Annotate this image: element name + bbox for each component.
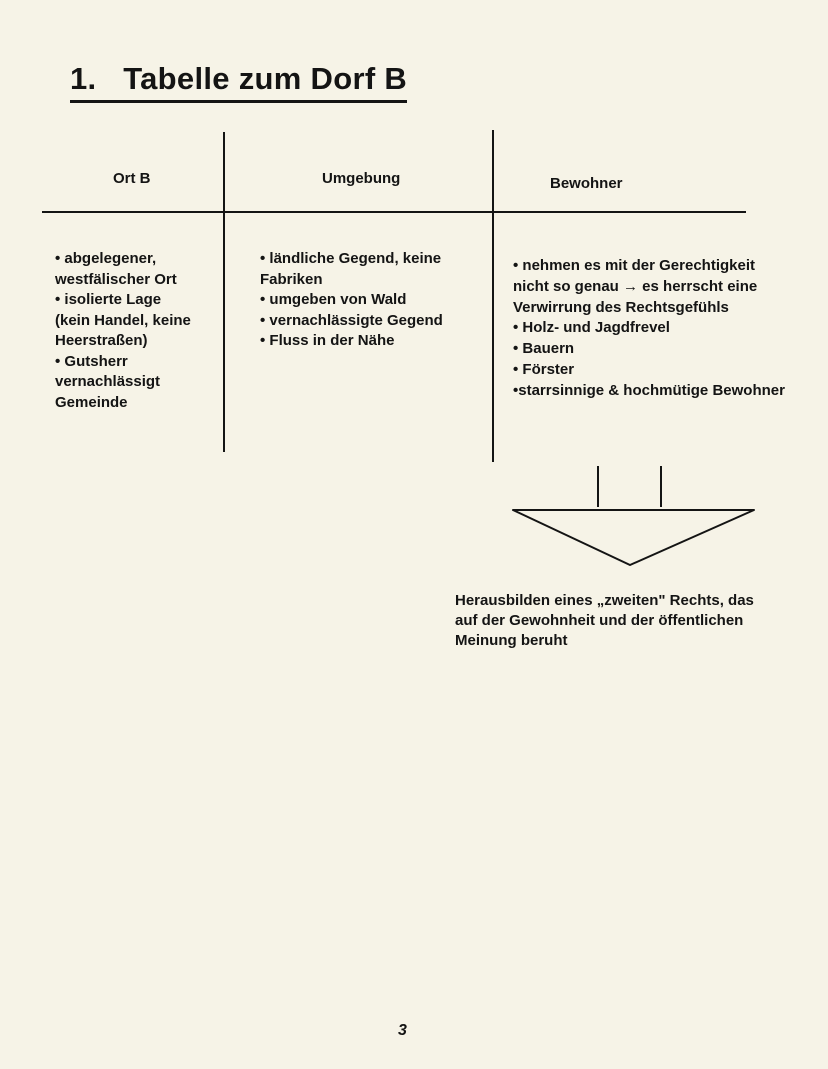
cell-line: • nehmen es mit der Gerechtigkeit <box>513 257 755 274</box>
table-column-divider-1 <box>223 132 225 452</box>
table-horizontal-divider <box>42 211 746 213</box>
column-bewohner <box>513 256 785 402</box>
down-arrow-icon <box>505 460 765 575</box>
cell-line: westfälischer Ort <box>55 270 177 288</box>
cell-line: Verwirrung des Rechtsgefühls <box>513 298 729 316</box>
cell-line: (kein Handel, keine <box>55 311 191 329</box>
cell-line: • Fluss in der Nähe <box>260 332 395 349</box>
cell-line: • abgelegener, <box>55 250 157 267</box>
column-ort-b <box>55 249 191 413</box>
conclusion-line: Herausbilden eines „zweiten" Rechts, das <box>455 592 754 609</box>
conclusion-line: auf der Gewohnheit und der öffentlichen <box>455 612 744 629</box>
cell-line: • umgeben von Wald <box>260 291 407 308</box>
cell-line: •starrsinnige & hochmütige Bewohner <box>513 381 785 399</box>
header-umgebung: Umgebung <box>322 170 401 187</box>
cell-line: • vernachlässigte Gegend <box>260 311 443 329</box>
cell-line: • ländliche Gegend, keine <box>260 250 442 267</box>
table-column-divider-2 <box>492 130 494 462</box>
cell-line: • Holz- und Jagdfrevel <box>513 319 670 337</box>
cell-line: • Förster <box>513 360 575 378</box>
cell-line: • Gutsherr <box>55 352 128 370</box>
cell-line: Fabriken <box>260 270 323 288</box>
cell-line: • isolierte Lage <box>55 291 162 308</box>
cell-line: • Bauern <box>513 340 575 358</box>
header-bewohner: Bewohner <box>550 175 623 192</box>
cell-line: vernachlässigt <box>55 373 161 390</box>
page-number: 3 <box>398 1022 407 1039</box>
page-title: 1. Tabelle zum Dorf B <box>70 60 407 103</box>
conclusion-text <box>455 591 785 651</box>
cell-line: Heerstraßen) <box>55 332 148 349</box>
column-umgebung <box>260 249 443 352</box>
conclusion-line: Meinung beruht <box>455 632 568 649</box>
cell-line: Gemeinde <box>55 393 128 411</box>
cell-line: nicht so genau → es herrscht eine <box>513 277 758 295</box>
header-ort-b: Ort B <box>113 170 151 187</box>
